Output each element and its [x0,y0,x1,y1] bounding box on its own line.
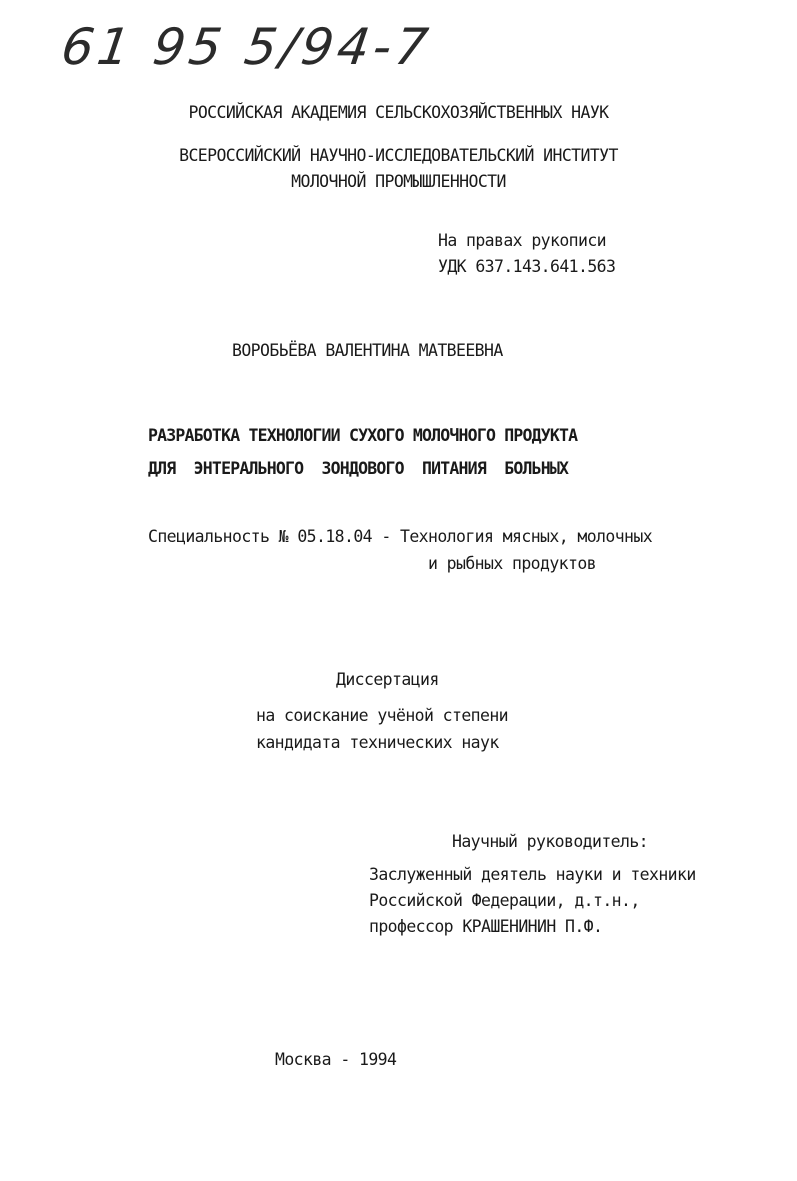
degree-line2: на соискание учёной степени [256,706,509,725]
supervisor-line3: профессор КРАШЕНИНИН П.Ф. [369,917,603,936]
handwritten-archive-mark: 61 95 5/94-7 [57,18,436,76]
degree-heading: Диссертация [336,670,439,689]
academy-name: РОССИЙСКАЯ АКАДЕМИЯ СЕЛЬСКОХОЗЯЙСТВЕННЫХ НАУК [188,103,609,122]
specialty-line2: и рыбных продуктов [428,554,597,573]
city-year: Москва - 1994 [275,1050,397,1069]
supervisor-line2: Российской Федерации, д.т.н., [369,891,640,910]
specialty-line1: Специальность № 05.18.04 - Технология мясных, молочных [148,527,653,546]
institute-name-line1: ВСЕРОССИЙСКИЙ НАУЧНО-ИССЛЕДОВАТЕЛЬСКИЙ ИНСТИТУТ [179,146,618,165]
dissertation-title-line2: ДЛЯ ЭНТЕРАЛЬНОГО ЗОНДОВОГО ПИТАНИЯ БОЛЬНЫХ [148,459,569,478]
supervisor-line1: Заслуженный деятель науки и техники [369,865,696,884]
dissertation-title-line1: РАЗРАБОТКА ТЕХНОЛОГИИ СУХОГО МОЛОЧНОГО ПРОДУКТА [148,426,578,445]
supervisor-label: Научный руководитель: [452,832,649,851]
manuscript-rights: На правах рукописи [438,231,607,250]
author-name: ВОРОБЬЁВА ВАЛЕНТИНА МАТВЕЕВНА [232,341,503,360]
institute-name-line2: МОЛОЧНОЙ ПРОМЫШЛЕННОСТИ [291,172,506,191]
degree-line3: кандидата технических наук [256,733,499,752]
udc-code: УДК 637.143.641.563 [438,257,616,276]
